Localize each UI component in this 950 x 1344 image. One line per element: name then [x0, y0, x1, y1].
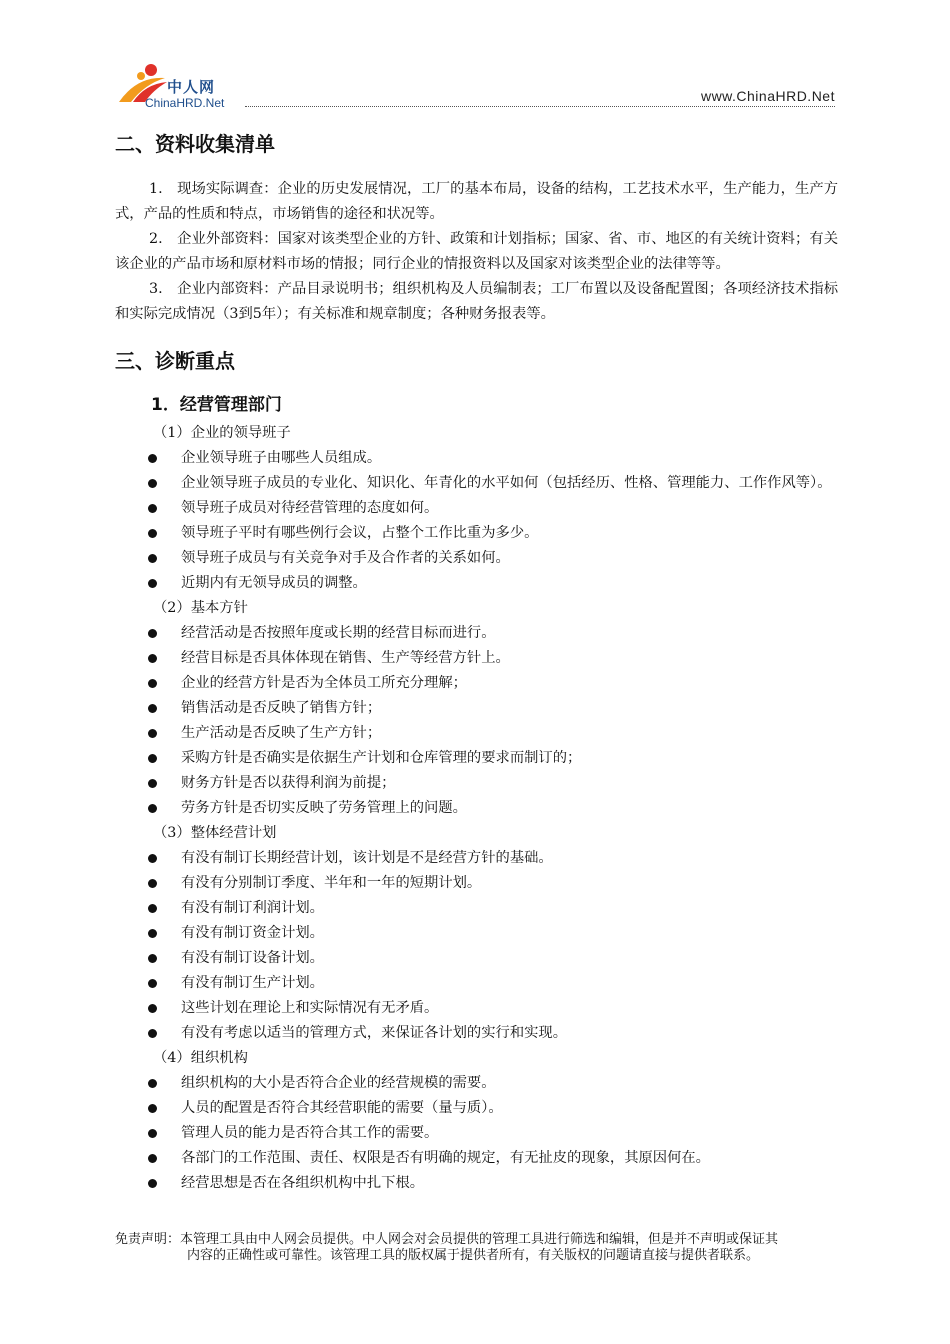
list-item: 企业的经营方针是否为全体员工所充分理解；: [115, 671, 838, 696]
group-label: （2）基本方针: [153, 600, 248, 616]
list-item: 企业领导班子成员的专业化、知识化、年青化的水平如何（包括经历、性格、管理能力、工作作风等）。: [115, 471, 838, 496]
section2-paragraph: 3. 企业内部资料：产品目录说明书；组织机构及人员编制表；工厂布置以及设备配置图；各项经济技术指标和实际完成情况（3到5年）；有关标准和规章制度；各种财务报表等。: [115, 281, 838, 322]
list-item: 有没有制订设备计划。: [115, 946, 838, 971]
bullet-icon: [148, 504, 157, 513]
bullet-icon: [148, 1079, 157, 1088]
list-item: 采购方针是否确实是依据生产计划和仓库管理的要求而制订的；: [115, 746, 838, 771]
list-item: 有没有考虑以适当的管理方式，来保证各计划的实行和实现。: [115, 1021, 838, 1046]
bullet-icon: [148, 1179, 157, 1188]
bullet-icon: [148, 879, 157, 888]
list-item: 这些计划在理论上和实际情况有无矛盾。: [115, 996, 838, 1021]
bullet-icon: [148, 1129, 157, 1138]
group-label: （3）整体经营计划: [153, 825, 277, 841]
disclaimer-line: 免责声明：本管理工具由中人网会员提供。中人网会对会员提供的管理工具进行筛选和编辑，但是并不声明或保证其: [115, 1232, 779, 1247]
list-item: 组织机构的大小是否符合企业的经营规模的需要。: [115, 1071, 838, 1096]
bullet-icon: [148, 529, 157, 538]
list-item: 人员的配置是否符合其经营职能的需要（量与质）。: [115, 1096, 838, 1121]
list-item: 有没有制订资金计划。: [115, 921, 838, 946]
list-item: 经营目标是否具体体现在销售、生产等经营方针上。: [115, 646, 838, 671]
section2-paragraph: 1. 现场实际调查：企业的历史发展情况，工厂的基本布局，设备的结构，工艺技术水平，生产能力，生产方式，产品的性质和特点，市场销售的途径和状况等。: [115, 181, 838, 222]
list-item: 有没有分别制订季度、半年和一年的短期计划。: [115, 871, 838, 896]
list-item: 领导班子成员对待经营管理的态度如何。: [115, 496, 838, 521]
bullet-icon: [148, 1154, 157, 1163]
page-header: [115, 62, 835, 112]
list-item: 劳务方针是否切实反映了劳务管理上的问题。: [115, 796, 838, 821]
bullet-icon: [148, 979, 157, 988]
site-url-link[interactable]: www.ChinaHRD.Net: [700, 88, 835, 104]
bullet-icon: [148, 804, 157, 813]
list-item: 销售活动是否反映了销售方针；: [115, 696, 838, 721]
group-organization: [115, 1046, 838, 1196]
disclaimer-footer: [115, 1232, 840, 1264]
group-label: （4）组织机构: [153, 1050, 248, 1066]
bullet-icon: [148, 479, 157, 488]
bullet-icon: [148, 629, 157, 638]
list-item: 领导班子平时有哪些例行会议，占整个工作比重为多少。: [115, 521, 838, 546]
bullet-icon: [148, 754, 157, 763]
list-item: 近期内有无领导成员的调整。: [115, 571, 838, 596]
bullet-icon: [148, 779, 157, 788]
header-divider: [245, 106, 835, 107]
section3-subtitle: 1．经营管理部门: [151, 395, 282, 415]
bullet-icon: [148, 454, 157, 463]
bullet-icon: [148, 554, 157, 563]
bullet-icon: [148, 704, 157, 713]
bullet-icon: [148, 1104, 157, 1113]
group-leadership: [115, 421, 838, 596]
list-item: 企业领导班子由哪些人员组成。: [115, 446, 838, 471]
chinahrd-logo[interactable]: [115, 62, 245, 112]
disclaimer-line: 内容的正确性或可靠性。该管理工具的版权属于提供者所有，有关版权的问题请直接与提供者联系。: [187, 1248, 760, 1263]
list-item: 经营活动是否按照年度或长期的经营目标而进行。: [115, 621, 838, 646]
section3-title: 三、诊断重点: [115, 349, 235, 373]
bullet-icon: [148, 954, 157, 963]
bullet-icon: [148, 929, 157, 938]
list-item: 有没有制订长期经营计划，该计划是不是经营方针的基础。: [115, 846, 838, 871]
logo-chinese-text: 中人网: [167, 78, 216, 96]
list-item: 领导班子成员与有关竞争对手及合作者的关系如何。: [115, 546, 838, 571]
bullet-icon: [148, 729, 157, 738]
list-item: 管理人员的能力是否符合其工作的需要。: [115, 1121, 838, 1146]
list-item: 各部门的工作范围、责任、权限是否有明确的规定，有无扯皮的现象，其原因何在。: [115, 1146, 838, 1171]
bullet-icon: [148, 579, 157, 588]
list-item: 有没有制订生产计划。: [115, 971, 838, 996]
list-item: 生产活动是否反映了生产方针；: [115, 721, 838, 746]
group-basic-policy: [115, 596, 838, 821]
list-item: 财务方针是否以获得利润为前提；: [115, 771, 838, 796]
bullet-icon: [148, 904, 157, 913]
bullet-icon: [148, 654, 157, 663]
group-label: （1）企业的领导班子: [153, 425, 291, 441]
bullet-icon: [148, 854, 157, 863]
bullet-icon: [148, 679, 157, 688]
logo-english-text: ChinaHRD.Net: [145, 96, 225, 110]
section2-title: 二、资料收集清单: [115, 132, 275, 156]
document-body: [115, 128, 838, 1196]
section2-paragraph: 2. 企业外部资料：国家对该类型企业的方针、政策和计划指标；国家、省、市、地区的有关统计资料；有关该企业的产品市场和原材料市场的情报；同行企业的情报资料以及国家对该类型企业的法律等等。: [115, 231, 838, 272]
group-overall-plan: [115, 821, 838, 1046]
list-item: 有没有制订利润计划。: [115, 896, 838, 921]
bullet-icon: [148, 1029, 157, 1038]
bullet-icon: [148, 1004, 157, 1013]
list-item: 经营思想是否在各组织机构中扎下根。: [115, 1171, 838, 1196]
